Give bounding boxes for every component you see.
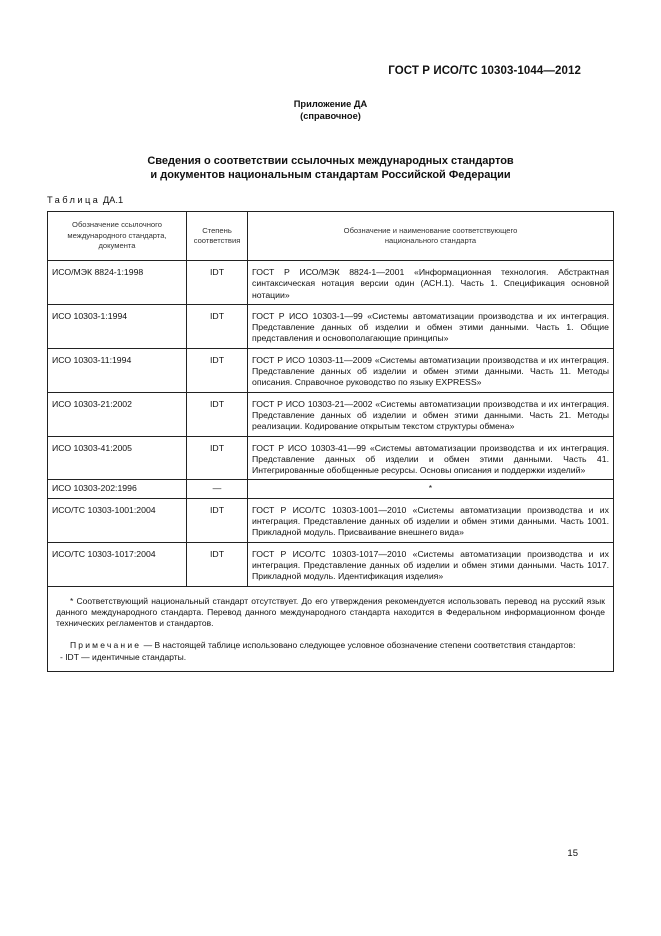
cell-degree: IDT — [187, 542, 248, 586]
table-row — [48, 304, 614, 348]
cell-national: ГОСТ Р ИСО 10303-11—2009 «Системы автоматизации производства и их интеграция. Представление данных об изделии и обмен этими данными. Часть 11. Методы описания. Справочное руководство по языку EXPRESS» — [248, 348, 614, 392]
cell-national: ГОСТ Р ИСО/ТС 10303-1017—2010 «Системы автоматизации производства и их интеграция. Представление данных об изделии и обмен этими данными. Часть 1017. Прикладной модуль. Идентификация изделия» — [248, 542, 614, 586]
cell-degree: IDT — [187, 348, 248, 392]
appendix-heading — [0, 98, 661, 122]
section-title-line-1: Сведения о соответствии ссылочных международных стандартов — [147, 155, 514, 167]
cell-reference: ИСО/ТС 10303-1001:2004 — [48, 498, 187, 542]
table-row — [48, 480, 614, 498]
note-paragraph — [56, 640, 605, 651]
note-list-item: - IDT — идентичные стандарты. — [60, 651, 187, 662]
cell-degree: IDT — [187, 304, 248, 348]
table-label-number: ДА.1 — [102, 195, 124, 205]
cell-national: ГОСТ Р ИСО 10303-1—99 «Системы автоматизации производства и их интеграция. Представление данных об изделии и обмен этими данными. Часть 1. Общие представления и основополагающие принципы» — [248, 304, 614, 348]
cell-degree: IDT — [187, 392, 248, 436]
cell-reference: ИСО 10303-21:2002 — [48, 392, 187, 436]
table-footer-row — [48, 586, 614, 671]
header-degree: Степень соответствия — [187, 212, 248, 261]
table-row — [48, 542, 614, 586]
footnote-text: * Соответствующий национальный стандарт отсутствует. До его утверждения рекомендуется использовать перевод на русский язык данного международного стандарта. Перевод данного международного стандарта находится в Федеральном информационном фонде технических регламентов и стандартов. — [56, 595, 605, 629]
table-label-prefix: Таблица — [47, 195, 101, 205]
section-title-line-2: и документов национальным стандартам Российской Федерации — [150, 169, 511, 181]
note-text: — В настоящей таблице использовано следующее условное обозначение степени соответствия стандартов: — [143, 640, 576, 651]
table-row — [48, 348, 614, 392]
cell-reference: ИСО 10303-11:1994 — [48, 348, 187, 392]
cell-national: ГОСТ Р ИСО/МЭК 8824-1—2001 «Информационная технология. Абстрактная синтаксическая нотация версии один (АСН.1). Часть 1. Спецификация основной нотации» — [248, 261, 614, 305]
cell-reference: ИСО 10303-1:1994 — [48, 304, 187, 348]
table-label — [47, 195, 123, 205]
cell-reference: ИСО 10303-41:2005 — [48, 436, 187, 480]
cell-national: * — [248, 480, 614, 498]
table-row — [48, 392, 614, 436]
cell-national: ГОСТ Р ИСО 10303-41—99 «Системы автоматизации производства и их интеграция. Представление данных об изделии и обмен этими данными. Часть 41. Интегрированные обобщенные ресурсы. Основы описания и поддержки изделий» — [248, 436, 614, 480]
correspondence-table — [47, 211, 614, 672]
note-block — [56, 640, 605, 663]
cell-degree: IDT — [187, 261, 248, 305]
cell-degree: IDT — [187, 436, 248, 480]
appendix-subtitle: (справочное) — [300, 111, 361, 121]
cell-reference: ИСО/ТС 10303-1017:2004 — [48, 542, 187, 586]
table-row — [48, 261, 614, 305]
cell-reference: ИСО 10303-202:1996 — [48, 480, 187, 498]
table-row — [48, 498, 614, 542]
header-national-standard: Обозначение и наименование соответствующего национального стандарта — [248, 212, 614, 261]
cell-reference: ИСО/МЭК 8824-1:1998 — [48, 261, 187, 305]
table-header-row — [48, 212, 614, 261]
header-reference-standard: Обозначение ссылочного международного стандарта, документа — [48, 212, 187, 261]
page-number: 15 — [567, 848, 578, 859]
note-label: Примечание — [70, 640, 142, 651]
section-title — [0, 154, 661, 182]
cell-national: ГОСТ Р ИСО 10303-21—2002 «Системы автоматизации производства и их интеграция. Представление данных об изделии и обмен этими данными. Часть 21. Методы реализации. Кодирование открытым текстом структуры обмена» — [248, 392, 614, 436]
cell-degree: — — [187, 480, 248, 498]
document-code-header: ГОСТ Р ИСО/ТС 10303-1044—2012 — [388, 65, 581, 77]
appendix-title: Приложение ДА — [293, 99, 368, 109]
cell-national: ГОСТ Р ИСО/ТС 10303-1001—2010 «Системы автоматизации производства и их интеграция. Представление данных об изделии и обмен этими данными. Часть 1001. Прикладной модуль. Присваивание внешнего вида» — [248, 498, 614, 542]
table-footer — [48, 586, 614, 671]
table-row — [48, 436, 614, 480]
cell-degree: IDT — [187, 498, 248, 542]
